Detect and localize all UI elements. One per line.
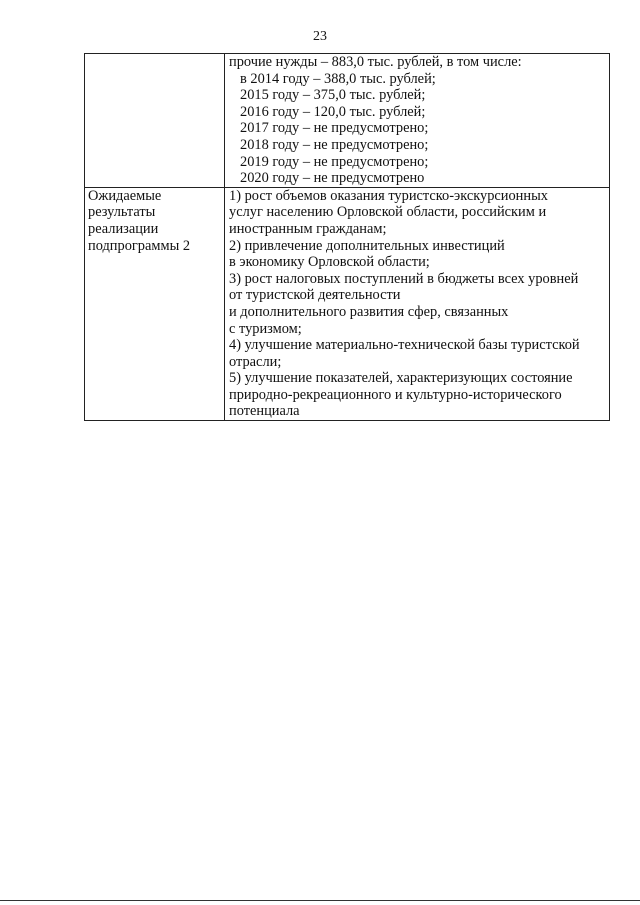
row2-label-cell [85, 187, 225, 420]
result-line: потенциала [229, 403, 300, 420]
table-row-expected-results [85, 187, 610, 420]
result-line: иностранным гражданам; [229, 220, 387, 237]
result-line: 1) рост объемов оказания туристско-экскурсионных [229, 187, 548, 204]
financing-line-2019: 2019 году – не предусмотрено; [240, 153, 429, 170]
financing-line-2017: 2017 году – не предусмотрено; [240, 120, 429, 137]
table-row-financing [85, 54, 610, 188]
footer-rule [0, 900, 640, 901]
result-line: природно-рекреационного и культурно-исторического [229, 386, 562, 403]
result-line: 5) улучшение показателей, характеризующих состояние [229, 370, 573, 387]
financing-line-2014: в 2014 году – 388,0 тыс. рублей; [240, 70, 436, 87]
results-label-line: подпрограммы 2 [88, 237, 191, 254]
result-line: от туристской деятельности [229, 287, 401, 304]
results-label-line: результаты [88, 204, 156, 221]
result-line: с туризмом; [229, 320, 302, 337]
page-number: 23 [313, 29, 327, 44]
financing-line-total: прочие нужды – 883,0 тыс. рублей, в том числе: [229, 54, 522, 70]
row2-content-cell [225, 187, 610, 420]
row1-label-cell [85, 54, 225, 188]
result-line: отрасли; [229, 353, 282, 370]
result-line: и дополнительного развития сфер, связанных [229, 303, 509, 320]
result-line: 2) привлечение дополнительных инвестиций [229, 237, 505, 254]
result-line: 3) рост налоговых поступлений в бюджеты всех уровней [229, 270, 579, 287]
financing-line-2020: 2020 году – не предусмотрено [240, 170, 425, 187]
financing-line-2018: 2018 году – не предусмотрено; [240, 136, 429, 153]
result-line: в экономику Орловской области; [229, 254, 430, 271]
row1-content-cell [225, 54, 610, 188]
results-label-line: реализации [88, 220, 159, 237]
result-line: 4) улучшение материально-технической базы туристской [229, 337, 580, 354]
result-line: услуг населению Орловской области, российским и [229, 204, 547, 221]
financing-line-2015: 2015 году – 375,0 тыс. рублей; [240, 87, 426, 104]
program-table [84, 53, 610, 421]
results-label-line: Ожидаемые [88, 187, 162, 204]
financing-line-2016: 2016 году – 120,0 тыс. рублей; [240, 103, 426, 120]
